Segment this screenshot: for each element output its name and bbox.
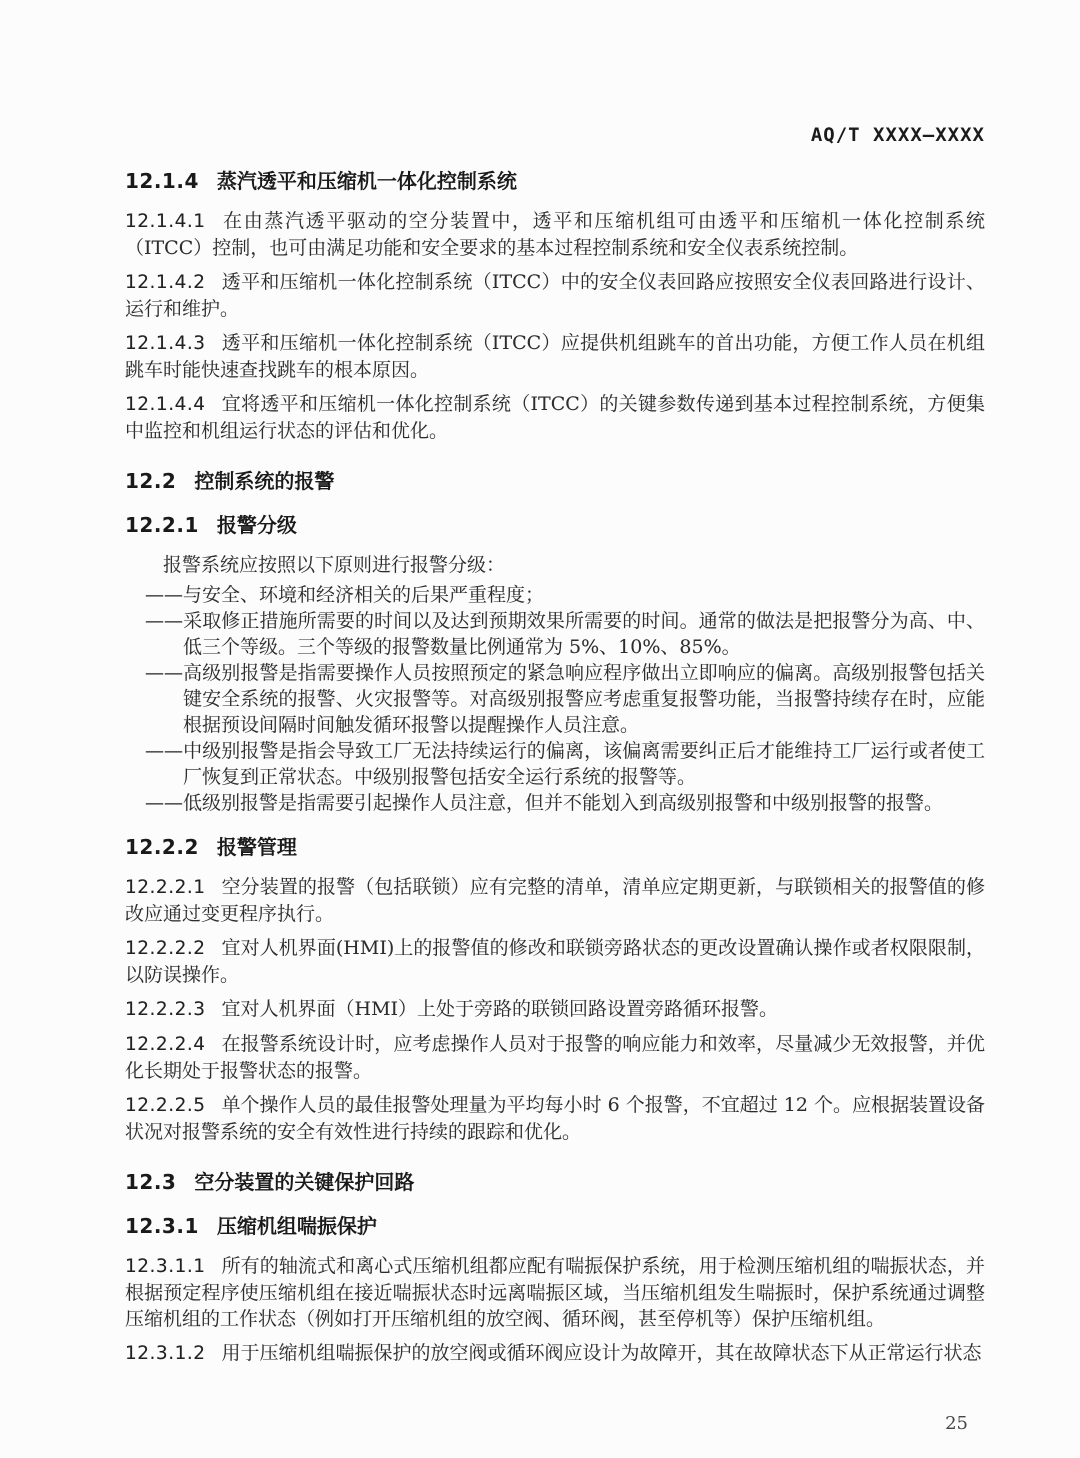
dash-list-item: ——采取修正措施所需要的时间以及达到预期效果所需要的时间。通常的做法是把报警分为高、中、低三个等级。三个等级的报警数量比例通常为 5%、10%、85%。	[145, 610, 985, 658]
clause-text: 在报警系统设计时，应考虑操作人员对于报警的响应能力和效率，尽量减少无效报警，并优化长期处于报警状态的报警。	[125, 1033, 985, 1082]
clause-number: 12.1.4.4	[125, 394, 206, 415]
clause-text: 透平和压缩机一体化控制系统（ITCC）应提供机组跳车的首出功能，方便工作人员在机组跳车时能快速查找跳车的根本原因。	[125, 332, 985, 381]
clause-number: 12.2.1	[125, 513, 199, 537]
standard-code: AQ/T XXXX—XXXX	[810, 124, 985, 146]
clause-text: 在由蒸汽透平驱动的空分装置中，透平和压缩机组可由透平和压缩机一体化控制系统（ITCC）控制，也可由满足功能和安全要求的基本过程控制系统和安全仪表系统控制。	[125, 210, 985, 259]
heading-title: 控制系统的报警	[194, 469, 335, 493]
document-header	[125, 124, 985, 146]
clause-text: 宜将透平和压缩机一体化控制系统（ITCC）的关键参数传递到基本过程控制系统，方便集中监控和机组运行状态的评估和优化。	[125, 393, 985, 442]
clause-number: 12.1.4.3	[125, 333, 206, 354]
section-heading-12-3	[125, 1169, 985, 1195]
clause-text: 空分装置的报警（包括联锁）应有完整的清单，清单应定期更新，与联锁相关的报警值的修改应通过变更程序执行。	[125, 876, 985, 925]
section-heading-12-3-1	[125, 1213, 985, 1239]
list-intro-text: 报警系统应按照以下原则进行报警分级：	[163, 554, 506, 576]
clause-number: 12.3.1	[125, 1214, 199, 1238]
clause-number: 12.1.4	[125, 169, 199, 193]
dash-list-item: ——中级别报警是指会导致工厂无法持续运行的偏离，该偏离需要纠正后才能维持工厂运行或者使工厂恢复到正常状态。中级别报警包括安全运行系统的报警等。	[145, 740, 985, 788]
clause-12-3-1-2	[125, 1340, 985, 1367]
document-footer	[945, 1413, 968, 1434]
clause-12-1-4-2	[125, 269, 985, 322]
clause-12-2-2-4	[125, 1031, 985, 1084]
heading-title: 空分装置的关键保护回路	[194, 1170, 415, 1194]
clause-text: 用于压缩机组喘振保护的放空阀或循环阀应设计为故障开，其在故障状态下从正常运行状态	[221, 1342, 982, 1364]
dash-list-item: ——高级别报警是指需要操作人员按照预定的紧急响应程序做出立即响应的偏离。高级别报警包括关键安全系统的报警、火灾报警等。对高级别报警应考虑重复报警功能，当报警持续存在时，应能根据预设间隔时间触发循环报警以提醒操作人员注意。	[145, 662, 985, 736]
clause-number: 12.2.2.3	[125, 999, 206, 1020]
dash-list-item: ——低级别报警是指需要引起操作人员注意，但并不能划入到高级别报警和中级别报警的报警。	[145, 792, 944, 814]
clause-number: 12.2.2.4	[125, 1034, 206, 1055]
clause-12-2-2-1	[125, 874, 985, 927]
clause-12-1-4-1	[125, 208, 985, 261]
clause-number: 12.3.1.1	[125, 1256, 206, 1277]
clause-number: 12.3	[125, 1170, 177, 1194]
clause-text: 宜对人机界面(HMI)上的报警值的修改和联锁旁路状态的更改设置确认操作或者权限限制，以防误操作。	[125, 937, 985, 986]
clause-12-1-4-3	[125, 330, 985, 383]
section-heading-12-2	[125, 468, 985, 494]
section-heading-12-2-1	[125, 512, 985, 538]
page-number: 25	[945, 1413, 968, 1434]
clause-12-1-4-4	[125, 391, 985, 444]
clause-text: 透平和压缩机一体化控制系统（ITCC）中的安全仪表回路应按照安全仪表回路进行设计、运行和维护。	[125, 271, 985, 320]
clause-number: 12.3.1.2	[125, 1343, 206, 1364]
clause-number: 12.2	[125, 469, 177, 493]
clause-number: 12.2.2.5	[125, 1095, 206, 1116]
clause-12-2-2-3	[125, 996, 985, 1023]
clause-text: 宜对人机界面（HMI）上处于旁路的联锁回路设置旁路循环报警。	[221, 998, 779, 1020]
clause-number: 12.2.2	[125, 835, 199, 859]
clause-12-2-2-2	[125, 935, 985, 988]
clause-number: 12.2.2.2	[125, 938, 206, 959]
heading-title: 报警分级	[216, 513, 297, 537]
clause-12-3-1-1	[125, 1253, 985, 1332]
clause-text: 所有的轴流式和离心式压缩机组都应配有喘振保护系统，用于检测压缩机组的喘振状态，并根据预定程序使压缩机组在接近喘振状态时远离喘振区域，当压缩机组发生喘振时，保护系统通过调整压缩机组的工作状态（例如打开压缩机组的放空阀、循环阀，甚至停机等）保护压缩机组。	[125, 1255, 985, 1330]
clause-12-2-2-5	[125, 1092, 985, 1145]
clause-text: 单个操作人员的最佳报警处理量为平均每小时 6 个报警，不宜超过 12 个。应根据装置设备状况对报警系统的安全有效性进行持续的跟踪和优化。	[125, 1094, 985, 1143]
clause-number: 12.2.2.1	[125, 877, 206, 898]
section-heading-12-1-4	[125, 168, 985, 194]
heading-title: 压缩机组喘振保护	[216, 1214, 377, 1238]
section-heading-12-2-2	[125, 834, 985, 860]
document-body	[125, 168, 985, 1367]
dash-list-item: ——与安全、环境和经济相关的后果严重程度；	[145, 584, 545, 606]
heading-title: 蒸汽透平和压缩机一体化控制系统	[216, 169, 517, 193]
heading-title: 报警管理	[216, 835, 297, 859]
clause-number: 12.1.4.1	[125, 211, 206, 232]
clause-number: 12.1.4.2	[125, 272, 206, 293]
